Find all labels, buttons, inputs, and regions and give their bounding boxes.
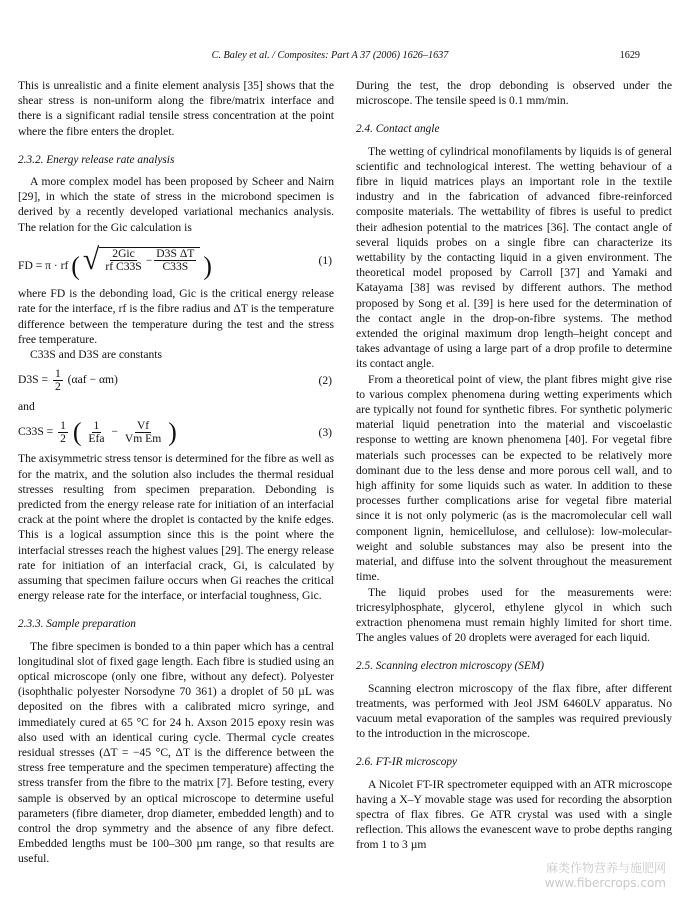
eq3-number: (3) (318, 426, 332, 440)
eq2-frac-num: 1 (54, 367, 61, 381)
eq3-a-num: 1 (93, 419, 100, 433)
eq2-frac-den: 2 (54, 380, 61, 394)
paragraph-continued: During the test, the drop debonding is observed under the microscope. The tensile speed is 0.1 mm/min. (356, 79, 672, 108)
paragraph-intro: This is unrealistic and a finite element analysis [35] shows that the shear stress is non-uniform along the fibre/matrix interface and there is a significant radial tensile stress concentration at the point where the fibre enters the droplet. (18, 79, 334, 138)
paragraph-sample: The fibre specimen is bonded to a thin paper which has a central longitudinal slot of fixed gage length. Each fibre is studied using an optical microscope (only one fibre, without any defect). Polyester (isophthalic polyester Norsodyne 70 361) a droplet of 50 µL was deposited on the fibres with a calibrated micro syringe, and immediately cured at 65 °C for 24 h. Axson 2015 epoxy resin was also used with an identical curing cycle. Thermal cycle creates residual stresses (ΔT = −45 °C, ΔT is the difference between the stress free temperature and the specimen temperature) affecting the stress transfer from the fibre to the matrix [7]. Before testing, every sample is observed by an optical microscope to determine useful parameters (fibre diameter, drop diameter, embedded length) and to control the drop symmetry and the absence of any fibre defect. Embedded lengths must be 100–300 µm range, so that results are useful. (18, 639, 334, 866)
paragraph-contact-3: The liquid probes used for the measurements were: tricresylphosphate, glycerol, ethylene glycol in which such extraction phenomena must remain highly limited for short time. The angles values of 20 droplets were averaged for each liquid. (356, 585, 672, 645)
paragraph-and: and (18, 400, 35, 414)
heading-energy-release: 2.3.2. Energy release rate analysis (18, 153, 175, 166)
eq1-den1: rf C33S (105, 259, 142, 273)
paragraph-where: where FD is the debonding load, Gic is the critical energy release rate for the interface, rf is the fibre radius and ΔT is the temperature difference between the temperature during the test and the stress free temperature. (18, 287, 334, 346)
paragraph-contact-2: From a theoretical point of view, the plant fibres might give rise to various complex phenomena during wetting experiments which are typically not found for synthetic fibres. For synthetic polymeric material liquid penetration into the material and viscoelastic response to wetting are known phenomena [40]. For vegetal fibre materials such processes can be expected to be relatively more dominant due to the less dense and more porous cell wall, and to high affinity for some liquids such as water. In addition to these processes further complications arise for vegetal fibre material since it is not only polymeric (as is the macromolecular cell wall component lignin, hemicellulose, and cellulose): low-molecular-weight and soluble substances may also be present into the material, and diffuse into the solvent throughout the measurement time. (356, 372, 672, 584)
eq2-lhs: D3S = (18, 373, 49, 387)
heading-sample-preparation: 2.3.3. Sample preparation (18, 618, 136, 631)
site-watermark (545, 861, 666, 891)
page-number: 1629 (619, 50, 640, 61)
equation-1: FD = π · rf ( √ $\frac{\text{2Gic}}{\text{rf C33S}}$ − $\frac{\text{D3S ΔT}}{C33S}$ ) (1) (18, 242, 332, 281)
paragraph-constants: C33S and D3S are constants (30, 347, 163, 361)
paragraph-contact-1: The wetting of cylindrical monofilaments by liquids is of general scientific and technological interest. The wetting behaviour of a fibre in liquid matrices plays an important role in the textile industry and in the fabrication of advanced fibre-reinforced composite materials. The wettability of fibres is useful to predict their adhesion potential to the matrices [36]. The contact angle of several liquids probes on a single fibre can characterize its wettability by the contacting liquid in a given environment. The theoretical model proposed by Carroll [37] and Yamaki and Katayama [38] was revised by different authors. The method proposed by Song et al. [39] is here used for the determination of the contact angle in the drop-on-fibre systems. The method extended the original maximum drop length–height concept and takes advantage of using a large part of a drop profile to determine its contact angle. (356, 144, 672, 371)
paragraph-axisymmetric: The axisymmetric stress tensor is determined for the fibre as well as for the matrix, and the solution also includes the thermal residual stresses resulting from specimen preparation. Debonding is predicted from the energy release rate for initiation of an interfacial crack at the point where the droplet is contacted by the knife edges. This is a logical assumption since this is the point where the interfacial stresses reach the highest values [29]. The energy release rate for initiation of an interfacial crack, Gi, is calculated by assuming that specimen failure occurs when Gi reaches the critical energy release rate for the interface, or interfacial toughness, Gic. (18, 452, 334, 603)
running-title: C. Baley et al. / Composites: Part A 37 (2006) 1626–1637 (211, 50, 449, 61)
eq3-a-den: Efa (88, 432, 105, 446)
eq1-num1: 2Gic (112, 246, 135, 260)
paragraph-sem: Scanning electron microscopy of the flax fibre, after different treatments, was performed with Jeol JSM 6460LV apparatus. No vacuum metal evaporation of the samples was required previously to the introduction in the microscope. (356, 681, 672, 741)
watermark-line-2: www.fibercrops.com (544, 876, 666, 890)
eq3-frac-num: 1 (60, 419, 66, 433)
eq2-rhs: (αaf − αm) (67, 373, 118, 387)
equation-3: C33S = $\frac{1}{2}$ ( $\frac{1}{\text{Efa}}$ − $\frac{Vf}{\text{Vm Em}}$ ) (3) (18, 417, 332, 447)
heading-ftir: 2.6. FT-IR microscopy (356, 756, 458, 769)
running-header (20, 50, 640, 66)
eq1-num2: D3S ΔT (156, 246, 195, 260)
right-column (356, 78, 672, 853)
left-column (18, 78, 334, 867)
eq1-lhs: FD = π · rf (18, 258, 69, 272)
eq3-b-den: Vm Em (124, 432, 162, 446)
equation-2 (18, 368, 334, 393)
paragraph-energy: A more complex model has been proposed by Scheer and Nairn [29], in which the state of stress in the microbond specimen is derived by a recently developed variational mechanics analysis. The relation for the Gic calculation is (18, 175, 334, 234)
watermark-line-1: 麻类作物营养与施肥网 (545, 861, 666, 875)
paragraph-ftir: A Nicolet FT-IR spectrometer equipped with an ATR microscope having a X–Y movable stage was used for recording the absorption spectra of flax fibres. Ge ATR crystal was used with a single reflection. This allows the evanescent wave to probe depths ranging from 1 to 3 µm (356, 777, 672, 852)
eq3-frac-den: 2 (60, 432, 66, 446)
eq3-b-num: Vf (136, 419, 150, 433)
eq3-lhs: C33S = (18, 425, 54, 439)
eq1-number: (1) (318, 253, 332, 267)
eq2-number: (2) (318, 374, 332, 388)
eq1-den2: C33S (162, 259, 189, 273)
heading-contact-angle: 2.4. Contact angle (356, 123, 440, 136)
heading-sem: 2.5. Scanning electron microscopy (SEM) (356, 660, 545, 673)
